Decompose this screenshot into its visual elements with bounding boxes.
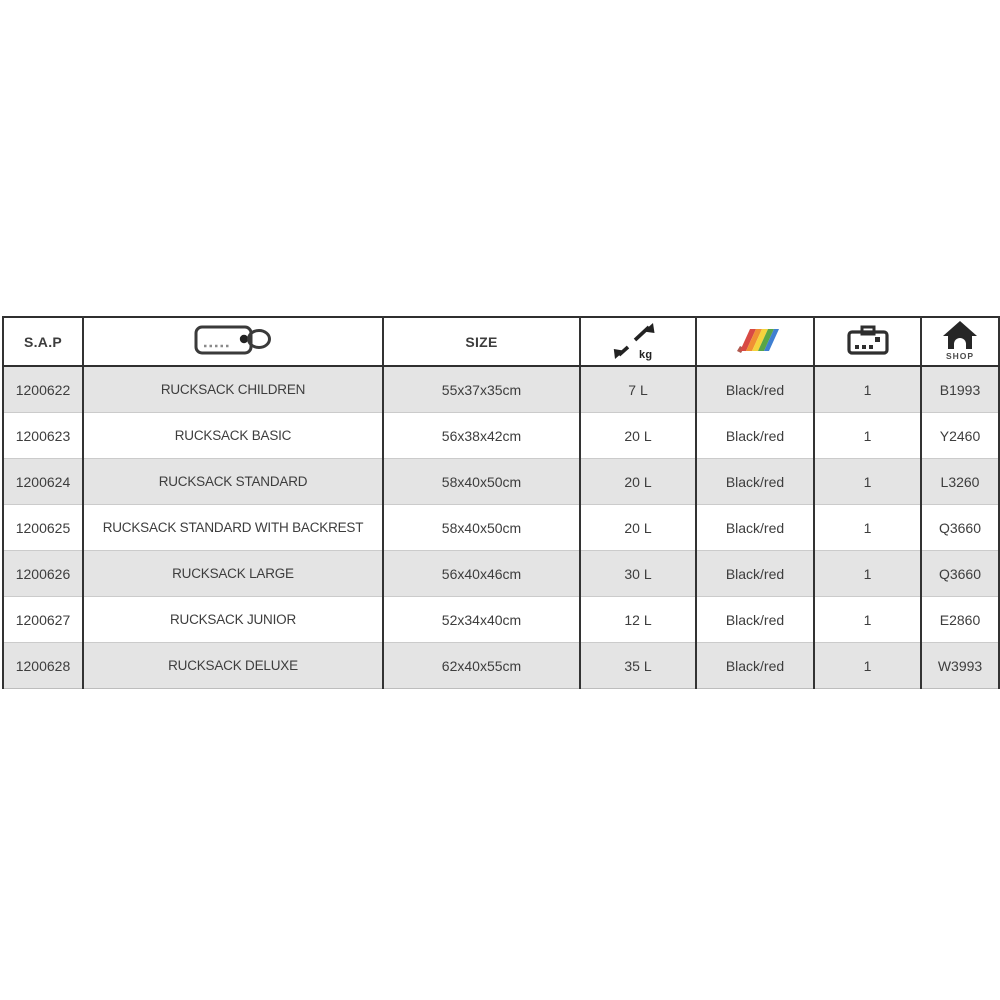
cell-color: Black/red <box>696 366 814 413</box>
cell-color: Black/red <box>696 551 814 597</box>
sap-label: S.A.P <box>23 333 63 350</box>
cell-product-name: RUCKSACK STANDARD <box>83 459 383 505</box>
cell-volume: 20 L <box>580 413 696 459</box>
product-spec-table <box>2 316 1000 689</box>
cell-volume: 35 L <box>580 643 696 689</box>
col-header-size <box>383 317 580 366</box>
cell-shop: L3260 <box>921 459 999 505</box>
cell-sap: 1200622 <box>3 366 83 413</box>
cell-volume: 20 L <box>580 459 696 505</box>
cell-size: 56x38x42cm <box>383 413 580 459</box>
table-row <box>3 597 999 643</box>
carton-icon <box>845 324 891 356</box>
cell-sap: 1200628 <box>3 643 83 689</box>
cell-size: 58x40x50cm <box>383 505 580 551</box>
cell-volume: 7 L <box>580 366 696 413</box>
cell-size: 62x40x55cm <box>383 643 580 689</box>
table-row <box>3 505 999 551</box>
cell-shop: Q3660 <box>921 505 999 551</box>
cell-pack: 1 <box>814 551 921 597</box>
cell-pack: 1 <box>814 597 921 643</box>
cell-volume: 20 L <box>580 505 696 551</box>
cell-color: Black/red <box>696 459 814 505</box>
cell-product-name: RUCKSACK LARGE <box>83 551 383 597</box>
cell-sap: 1200626 <box>3 551 83 597</box>
col-header-volume <box>580 317 696 366</box>
cell-product-name: RUCKSACK DELUXE <box>83 643 383 689</box>
cell-color: Black/red <box>696 413 814 459</box>
cell-product-name: RUCKSACK JUNIOR <box>83 597 383 643</box>
cell-sap: 1200625 <box>3 505 83 551</box>
col-header-color <box>696 317 814 366</box>
svg-text:kg: kg <box>639 349 653 361</box>
cell-shop: W3993 <box>921 643 999 689</box>
col-header-sap <box>3 317 83 366</box>
shop-house-icon <box>940 319 980 361</box>
cell-sap: 1200627 <box>3 597 83 643</box>
table-row <box>3 643 999 689</box>
table-header-row <box>3 317 999 366</box>
cell-volume: 12 L <box>580 597 696 643</box>
cell-shop: B1993 <box>921 366 999 413</box>
cell-shop: Q3660 <box>921 551 999 597</box>
cell-pack: 1 <box>814 505 921 551</box>
color-stripes-icon <box>731 324 779 356</box>
cell-sap: 1200623 <box>3 413 83 459</box>
col-header-product <box>83 317 383 366</box>
cell-pack: 1 <box>814 643 921 689</box>
table-row <box>3 551 999 597</box>
col-header-pack <box>814 317 921 366</box>
cell-product-name: RUCKSACK BASIC <box>83 413 383 459</box>
cell-shop: E2860 <box>921 597 999 643</box>
luggage-tag-icon <box>193 322 273 358</box>
cell-size: 58x40x50cm <box>383 459 580 505</box>
svg-text:SHOP: SHOP <box>945 351 975 361</box>
cell-product-name: RUCKSACK STANDARD WITH BACKREST <box>83 505 383 551</box>
cell-product-name: RUCKSACK CHILDREN <box>83 366 383 413</box>
cell-size: 52x34x40cm <box>383 597 580 643</box>
cell-color: Black/red <box>696 505 814 551</box>
table-row <box>3 366 999 413</box>
cell-pack: 1 <box>814 459 921 505</box>
expand-arrows-kg-icon <box>613 319 663 361</box>
table-row <box>3 413 999 459</box>
cell-pack: 1 <box>814 366 921 413</box>
cell-color: Black/red <box>696 643 814 689</box>
size-label: SIZE <box>465 333 498 350</box>
cell-volume: 30 L <box>580 551 696 597</box>
table-row <box>3 459 999 505</box>
col-header-shop <box>921 317 999 366</box>
cell-size: 55x37x35cm <box>383 366 580 413</box>
cell-sap: 1200624 <box>3 459 83 505</box>
cell-size: 56x40x46cm <box>383 551 580 597</box>
cell-shop: Y2460 <box>921 413 999 459</box>
cell-pack: 1 <box>814 413 921 459</box>
cell-color: Black/red <box>696 597 814 643</box>
